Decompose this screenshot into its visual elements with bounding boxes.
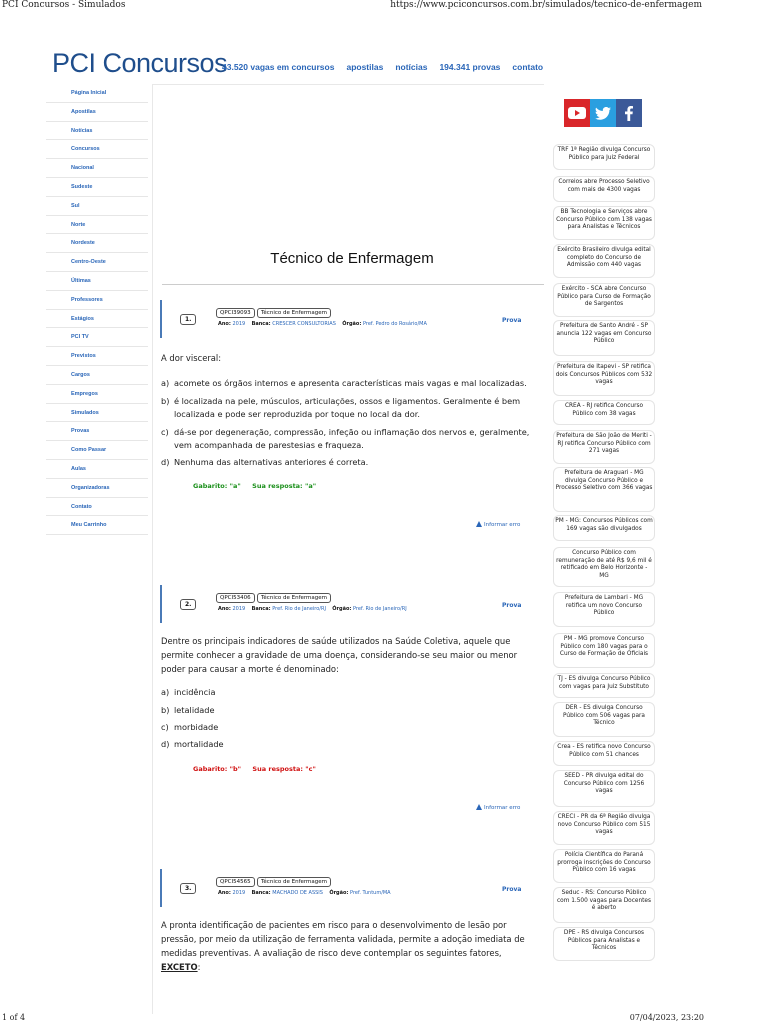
question-code[interactable]: QPCI54565 bbox=[216, 877, 255, 887]
option-letter: c) bbox=[161, 427, 169, 437]
gabarito-value: "b" bbox=[229, 765, 242, 773]
news-item[interactable]: TRF 1ª Região divulga Concurso Público para Juiz Federal bbox=[553, 144, 655, 170]
option-text: morbidade bbox=[174, 722, 219, 732]
sidebar-item[interactable]: Simulados bbox=[46, 404, 148, 423]
year-link[interactable]: 2019 bbox=[232, 890, 246, 896]
news-item[interactable]: BB Tecnologia e Serviços abre Concurso Público com 138 vagas para Analistas e Técnicos bbox=[553, 206, 655, 240]
resposta-label: Sua resposta: bbox=[252, 482, 303, 490]
news-item[interactable]: Seduc - RS: Concurso Público com 1.500 vagas para Docentes é aberto bbox=[553, 887, 655, 923]
option-text: Nenhuma das alternativas anteriores é correta. bbox=[174, 457, 369, 467]
option-a[interactable] bbox=[161, 377, 531, 390]
sidebar-item[interactable]: Página Inicial bbox=[46, 84, 148, 103]
year-label: Ano: bbox=[218, 321, 231, 327]
option-b[interactable] bbox=[161, 704, 531, 717]
facebook-icon[interactable] bbox=[616, 99, 642, 127]
question-code[interactable]: QPCI53406 bbox=[216, 593, 255, 603]
banca-link[interactable]: CRESCER CONSULTORIAS bbox=[272, 321, 336, 327]
option-a[interactable] bbox=[161, 686, 531, 699]
print-datetime: 07/04/2023, 23:20 bbox=[629, 1013, 704, 1022]
sidebar-item[interactable]: Nordeste bbox=[46, 234, 148, 253]
option-letter: b) bbox=[161, 705, 170, 715]
sidebar-item[interactable]: Últimas bbox=[46, 272, 148, 291]
sidebar-item[interactable]: Estágios bbox=[46, 310, 148, 329]
twitter-icon[interactable] bbox=[590, 99, 616, 127]
prova-link[interactable]: Prova bbox=[502, 886, 522, 893]
option-text: é localizada na pele, músculos, articulações, ossos e ligamentos. Geralmente é bem localizada e pode ser reproduzida por toque no local da dor. bbox=[174, 396, 521, 419]
question-accent-bar bbox=[160, 869, 162, 907]
option-d[interactable] bbox=[161, 738, 531, 751]
prova-link[interactable]: Prova bbox=[502, 317, 522, 324]
sidebar-item[interactable]: Provas bbox=[46, 422, 148, 441]
news-item[interactable]: Prefeitura de Santo André - SP anuncia 122 vagas em Concurso Público bbox=[553, 320, 655, 356]
option-c[interactable] bbox=[161, 721, 531, 734]
sidebar-item[interactable]: Professores bbox=[46, 291, 148, 310]
page-counter: 1 of 4 bbox=[2, 1013, 26, 1022]
news-item[interactable]: Crea - ES retifica novo Concurso Público com 51 chances bbox=[553, 741, 655, 766]
news-item[interactable]: Correios abre Processo Seletivo com mais de 4300 vagas bbox=[553, 176, 655, 202]
news-item[interactable]: TJ - ES divulga Concurso Público com vagas para Juiz Substituto bbox=[553, 673, 655, 698]
prova-link[interactable]: Prova bbox=[502, 602, 522, 609]
sidebar-item[interactable]: Concursos bbox=[46, 140, 148, 159]
top-nav bbox=[222, 62, 543, 72]
nav-provas[interactable]: 194.341 provas bbox=[439, 62, 501, 72]
sidebar-item[interactable]: Aulas bbox=[46, 460, 148, 479]
orgao-label: Órgão: bbox=[329, 890, 349, 896]
news-item[interactable]: Prefeitura de São João de Meriti - RJ retifica Concurso Público com 271 vagas bbox=[553, 430, 655, 464]
gabarito-value: "a" bbox=[229, 482, 241, 490]
option-letter: a) bbox=[161, 378, 170, 388]
browser-title: PCI Concursos - Simulados bbox=[2, 0, 126, 10]
option-d[interactable] bbox=[161, 456, 531, 469]
sidebar-item[interactable]: Como Passar bbox=[46, 441, 148, 460]
orgao-label: Órgão: bbox=[342, 321, 362, 327]
sidebar-item[interactable]: Previstos bbox=[46, 347, 148, 366]
sidebar-item[interactable]: PCI TV bbox=[46, 328, 148, 347]
report-error-label: Informar erro bbox=[484, 805, 521, 811]
sidebar-item[interactable]: Organizadoras bbox=[46, 479, 148, 498]
orgao-label: Órgão: bbox=[332, 606, 352, 612]
news-item[interactable]: Prefeitura de Araguari - MG divulga Concurso Público e Processo Seletivo com 366 vagas bbox=[553, 467, 655, 512]
sidebar-item[interactable]: Sudeste bbox=[46, 178, 148, 197]
year-link[interactable]: 2019 bbox=[232, 606, 246, 612]
option-text: incidência bbox=[174, 687, 216, 697]
report-error-link[interactable] bbox=[476, 521, 520, 528]
nav-apostilas[interactable]: apostilas bbox=[346, 62, 384, 72]
news-item[interactable]: DER - ES divulga Concurso Público com 506 vagas para Técnico bbox=[553, 702, 655, 737]
answer-result bbox=[193, 482, 316, 490]
news-item[interactable]: Concurso Público com remuneração de até R$ 9,6 mil é retificado em Belo Horizonte - MG bbox=[553, 547, 655, 587]
sidebar-item[interactable]: Contato bbox=[46, 498, 148, 517]
news-item[interactable]: SEED - PR divulga edital do Concurso Público com 1256 vagas bbox=[553, 770, 655, 807]
news-item[interactable]: DPE - RS divulga Concursos Públicos para Analistas e Técnicos bbox=[553, 927, 655, 961]
news-item[interactable]: Prefeitura de Lambari - MG retifica um novo Concurso Público bbox=[553, 592, 655, 627]
banca-label: Banca: bbox=[251, 606, 271, 612]
year-link[interactable]: 2019 bbox=[232, 321, 246, 327]
gabarito-label: Gabarito: bbox=[193, 765, 228, 773]
option-c[interactable] bbox=[161, 426, 531, 452]
year-label: Ano: bbox=[218, 890, 231, 896]
question-meta bbox=[218, 321, 427, 327]
question-subject-tag[interactable]: Técnico de Enfermagem bbox=[257, 877, 331, 887]
youtube-icon[interactable] bbox=[564, 99, 590, 127]
option-letter: a) bbox=[161, 687, 170, 697]
question-text: A dor visceral: bbox=[161, 353, 222, 363]
sidebar-item[interactable]: Apostilas bbox=[46, 103, 148, 122]
question-subject-tag[interactable]: Técnico de Enfermagem bbox=[257, 308, 331, 318]
question-text-emphasis: EXCETO bbox=[161, 962, 198, 972]
question-meta bbox=[218, 890, 391, 896]
news-item[interactable]: PM - MG promove Concurso Público com 180 vagas para o Curso de Formação de Oficiais bbox=[553, 633, 655, 668]
sidebar-item[interactable]: Nacional bbox=[46, 159, 148, 178]
social-links bbox=[564, 99, 642, 127]
option-text: letalidade bbox=[174, 705, 215, 715]
sidebar-item[interactable]: Notícias bbox=[46, 122, 148, 141]
page-title: Técnico de Enfermagem bbox=[270, 250, 434, 267]
news-item[interactable]: CREA - RJ retifica Concurso Público com 38 vagas bbox=[553, 400, 655, 425]
question-number: 3. bbox=[180, 883, 196, 894]
report-error-link[interactable] bbox=[476, 804, 520, 811]
answer-result bbox=[193, 765, 316, 773]
option-letter: d) bbox=[161, 457, 170, 467]
sidebar-menu bbox=[46, 84, 148, 535]
gabarito-label: Gabarito: bbox=[193, 482, 228, 490]
site-logo[interactable]: PCI Concursos bbox=[52, 48, 228, 78]
question-code[interactable]: QPCI39093 bbox=[216, 308, 255, 318]
nav-contato[interactable]: contato bbox=[512, 62, 544, 72]
question-text: Dentre os principais indicadores de saúde utilizados na Saúde Coletiva, aquele que permite conhecer a gravidade de uma doença, considerando-se seu maior ou menor poder para causar a morte é denominado: bbox=[161, 636, 518, 674]
question-text bbox=[161, 918, 531, 974]
report-error-label: Informar erro bbox=[484, 522, 521, 528]
orgao-link[interactable]: Pref. Tuntum/MA bbox=[350, 890, 391, 896]
banca-link[interactable]: MACHADO DE ASSIS bbox=[272, 890, 323, 896]
sidebar-item[interactable]: Sul bbox=[46, 197, 148, 216]
question-subject-tag[interactable]: Técnico de Enfermagem bbox=[257, 593, 331, 603]
question-header bbox=[160, 300, 530, 340]
title-divider bbox=[162, 284, 544, 285]
resposta-value: "a" bbox=[304, 482, 317, 490]
option-text: acomete os órgãos internos e apresenta características mais vagas e mal localizadas. bbox=[174, 378, 527, 388]
banca-link[interactable]: Pref. Rio de Janeiro/RJ bbox=[272, 606, 326, 612]
question-number: 2. bbox=[180, 599, 196, 610]
warning-icon bbox=[476, 521, 482, 527]
sidebar-item[interactable]: Cargos bbox=[46, 366, 148, 385]
sidebar-item[interactable]: Meu Carrinho bbox=[46, 516, 148, 535]
question-header bbox=[160, 585, 530, 625]
news-item[interactable]: Polícia Científica do Paraná prorroga inscrições do Concurso Público com 16 vagas bbox=[553, 849, 655, 883]
option-letter: c) bbox=[161, 722, 169, 732]
resposta-value: "c" bbox=[305, 765, 316, 773]
question-text-end: : bbox=[197, 962, 201, 972]
news-item[interactable]: Exército Brasileiro divulga edital completo do Concurso de Admissão com 440 vagas bbox=[553, 244, 655, 278]
option-text: dá-se por degeneração, compressão, infeção ou inflamação dos nervos e, geralmente, vem acompanhada de parestesias e fraqueza. bbox=[174, 427, 530, 450]
sidebar-item[interactable]: Empregos bbox=[46, 385, 148, 404]
question-accent-bar bbox=[160, 585, 162, 623]
browser-url: https://www.pciconcursos.com.br/simulados/tecnico-de-enfermagem bbox=[390, 0, 702, 10]
warning-icon bbox=[476, 804, 482, 810]
option-letter: b) bbox=[161, 396, 170, 406]
orgao-link[interactable]: Pref. Pedro do Rosário/MA bbox=[362, 321, 427, 327]
question-header bbox=[160, 869, 530, 909]
banca-label: Banca: bbox=[251, 890, 271, 896]
year-label: Ano: bbox=[218, 606, 231, 612]
news-item[interactable]: PM - MG: Concursos Públicos com 169 vagas são divulgados bbox=[553, 515, 655, 541]
question-meta bbox=[218, 606, 407, 612]
nav-vagas[interactable]: 43.520 vagas em concursos bbox=[222, 62, 335, 72]
orgao-link[interactable]: Pref. Rio de Janeiro/RJ bbox=[353, 606, 407, 612]
question-number: 1. bbox=[180, 314, 196, 325]
news-item[interactable]: Exército - SCA abre Concurso Público para Curso de Formação de Sargentos bbox=[553, 283, 655, 317]
banca-label: Banca: bbox=[251, 321, 271, 327]
resposta-label: Sua resposta: bbox=[252, 765, 303, 773]
question-text-body: A pronta identificação de pacientes em risco para o desenvolvimento de lesão por pressão, por meio da utilização de ferramenta validada, permite a adoção imediata de medidas preventivas. A avaliação de risco deve contemplar os seguintes fatores, bbox=[161, 920, 525, 958]
sidebar-item[interactable]: Norte bbox=[46, 216, 148, 235]
news-item[interactable]: CRECI - PR da 6ª Região divulga novo Concurso Público com 515 vagas bbox=[553, 811, 655, 845]
option-letter: d) bbox=[161, 739, 170, 749]
news-item[interactable]: Prefeitura de Itapevi - SP retifica dois Concursos Públicos com 532 vagas bbox=[553, 361, 655, 396]
nav-noticias[interactable]: notícias bbox=[395, 62, 428, 72]
sidebar-item[interactable]: Centro-Oeste bbox=[46, 253, 148, 272]
option-text: mortalidade bbox=[174, 739, 224, 749]
option-b[interactable] bbox=[161, 395, 531, 421]
question-accent-bar bbox=[160, 300, 162, 338]
